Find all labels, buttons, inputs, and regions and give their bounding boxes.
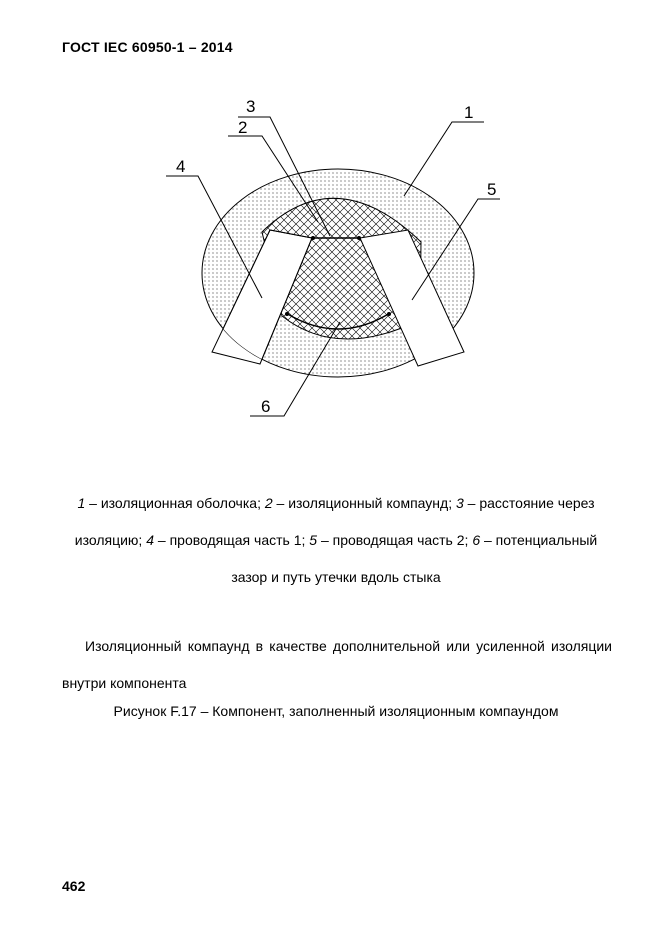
document-header: ГОСТ IEC 60950-1 – 2014 bbox=[62, 39, 233, 55]
label-5: 5 bbox=[487, 180, 497, 199]
figure-description: Изоляционный компаунд в качестве дополнительной или усиленной изоляции внутри компонента bbox=[62, 638, 612, 691]
label-3: 3 bbox=[246, 97, 256, 116]
label-2: 2 bbox=[238, 118, 248, 137]
label-4: 4 bbox=[176, 157, 186, 176]
label-1: 1 bbox=[464, 103, 474, 122]
label-6: 6 bbox=[261, 397, 271, 416]
figure-caption: Рисунок F.17 – Компонент, заполненный изоляционным компаундом bbox=[113, 703, 559, 719]
figure-legend: 1 – изоляционная оболочка; 2 – изоляционный компаунд; 3 – расстояние через изоляцию; 4 – проводящая часть 1; 5 – проводящая часть 2; 6 – потенциальный зазор и путь утечки вдоль стыка bbox=[74, 495, 598, 585]
page-number: 462 bbox=[62, 878, 86, 894]
figure-drawing bbox=[160, 92, 500, 422]
